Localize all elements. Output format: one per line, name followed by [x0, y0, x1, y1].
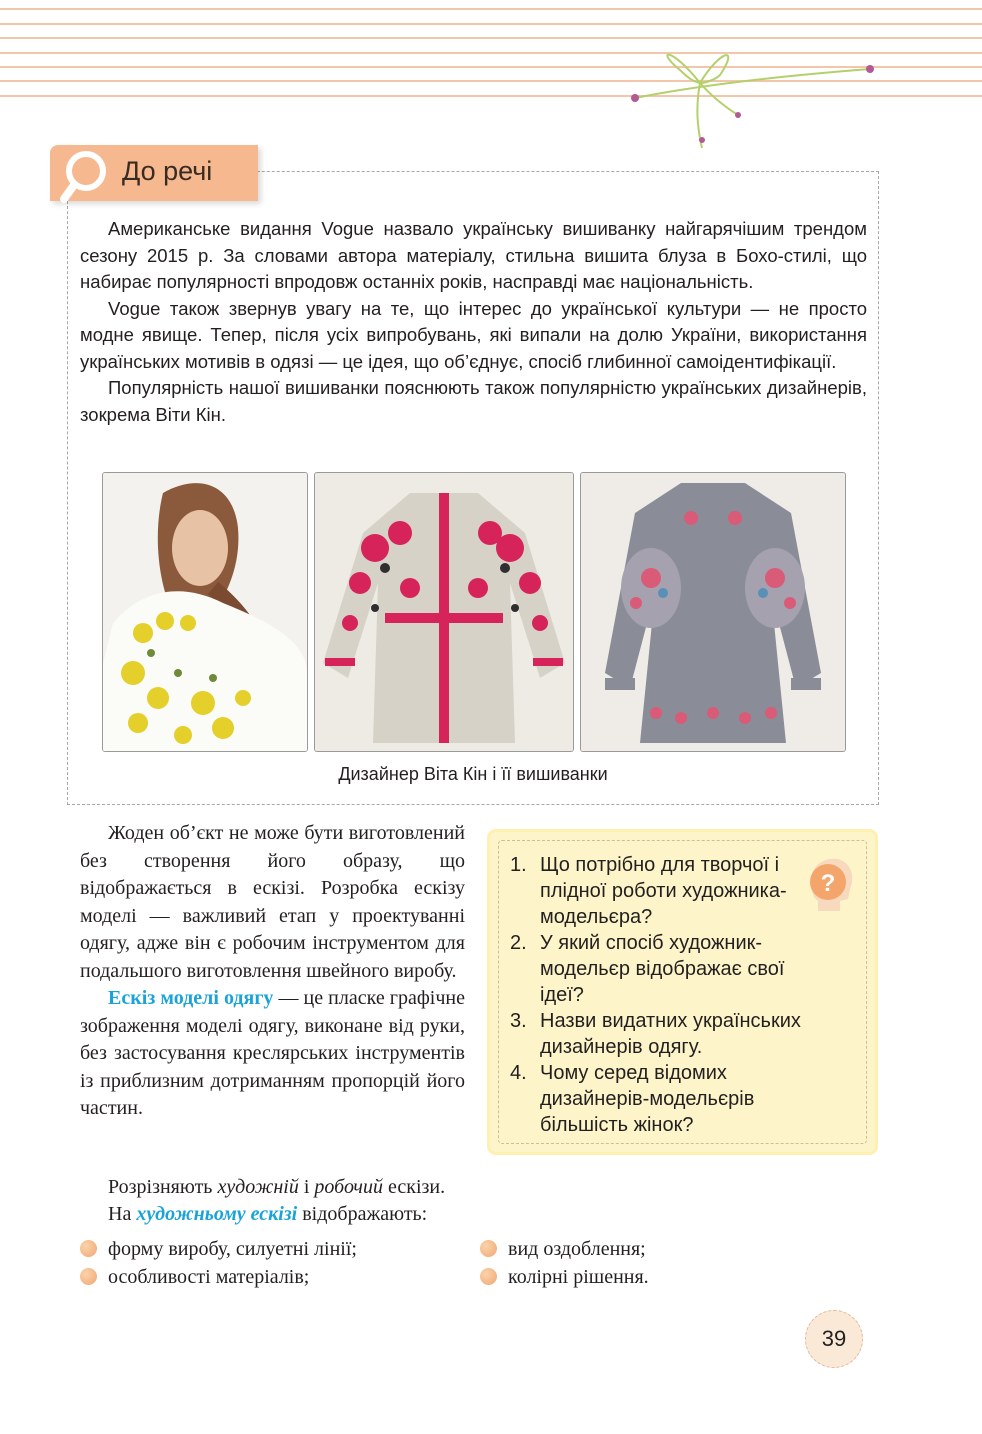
- svg-text:?: ?: [820, 870, 836, 897]
- artistic-sketch-line: На художньому ескізі відображають:: [108, 1203, 428, 1225]
- ribbon-bow-icon: [620, 40, 890, 155]
- question-item: 4. Чому серед відомих дизайнерів-модельєрів більшість жінок?: [510, 1062, 755, 1136]
- question-item: 2. У який спосіб художник-модельєр відображає свої ідеї?: [510, 932, 785, 1006]
- definition-text: — це пласке графічне зображення моделі одягу, виконане від руки, без застосування креслярських інструментів із приблизним дотриманням пропорцій його частин.: [80, 987, 465, 1119]
- term-artistic-sketch: художньому ескізі: [136, 1203, 298, 1225]
- list-item: форму виробу, силуетні лінії;: [80, 1235, 357, 1263]
- orange-dot-icon: [480, 1240, 497, 1257]
- term-working: робочий: [314, 1176, 383, 1198]
- bullet-list-right: [480, 1235, 649, 1291]
- orange-dot-icon: [80, 1240, 97, 1257]
- orange-dot-icon: [480, 1268, 497, 1285]
- list-item: колірні рішення.: [480, 1263, 649, 1291]
- info-paragraph: Американське видання Vogue назвало українську вишиванку найгарячішим трендом сезону 2015 р. За словами автора матеріалу, стильна вишита блуза в Бохо-стилі, що набирає популярності впродовж останніх років, насправді має національність.: [80, 218, 867, 292]
- photo-embroidered-dress-grey: [580, 472, 846, 752]
- info-paragraph: Vogue також звернув увагу на те, що інтерес до української культури — не просто модне явище. Тепер, після усіх випробувань, які випали на долю України, використання українських мотивів в одязі — це ідея, що об’єднує, спосіб глибинної самоідентифікації.: [80, 297, 867, 372]
- question-item: 3. Назви видатних українських дизайнерів одягу.: [510, 1010, 801, 1058]
- photo-caption: Дизайнер Віта Кін і її вишиванки: [338, 764, 608, 784]
- term-artistic: художній: [217, 1176, 299, 1198]
- section-tab: [50, 145, 258, 201]
- section-title: До речі: [122, 156, 213, 186]
- page-number: 39: [805, 1310, 863, 1368]
- magnifier-icon: [56, 149, 112, 203]
- photo-woman-embroidered-blouse: [102, 472, 308, 752]
- main-paragraph-definition: [80, 985, 465, 1123]
- main-text: [80, 820, 465, 1123]
- main-paragraph: Жоден об’єкт не може бути виготовлений без створення його образу, що відображається в ескізі. Розробка ескізу моделі — важливий етап у проектуванні одягу, адже він є робочим інструментом для подальшого виготовлення швейного виробу.: [80, 822, 465, 982]
- sketch-types-line: Розрізняють художній і робочий ескізи.: [108, 1176, 446, 1198]
- bullet-list-left: [80, 1235, 357, 1291]
- orange-dot-icon: [80, 1268, 97, 1285]
- photo-embroidered-dress-red: [314, 472, 574, 752]
- info-box-text: [80, 216, 867, 428]
- question-item: 1. Що потрібно для творчої і плідної роботи художника-модельєра?: [510, 854, 787, 928]
- term-sketch: Ескіз моделі одягу: [108, 987, 274, 1009]
- list-item: особливості матеріалів;: [80, 1263, 357, 1291]
- questions-list: [510, 852, 850, 1138]
- info-paragraph: Популярність нашої вишиванки пояснюють також популярністю українських дизайнерів, зокрема Віти Кін.: [80, 377, 867, 425]
- list-item: вид оздоблення;: [480, 1235, 649, 1263]
